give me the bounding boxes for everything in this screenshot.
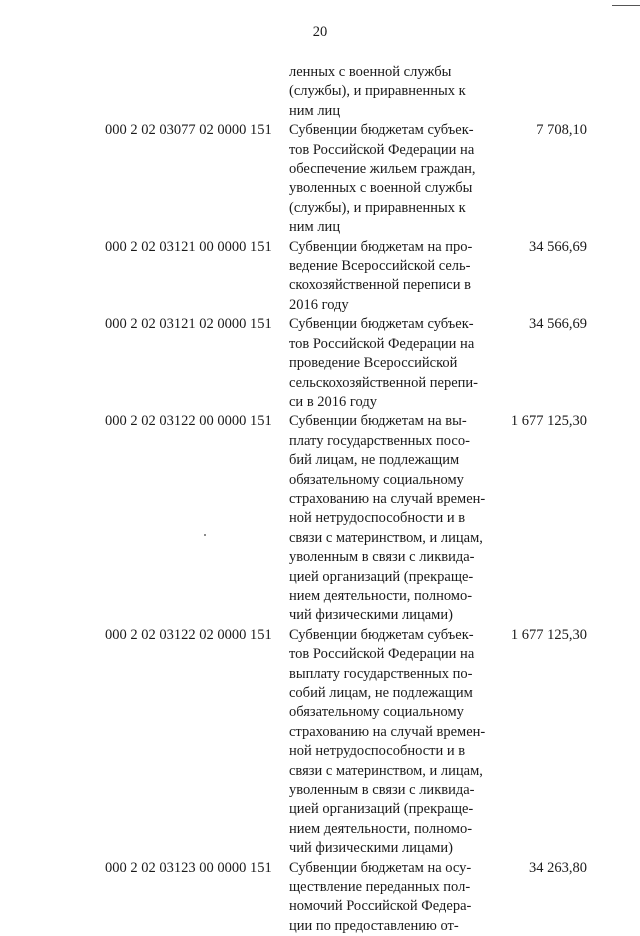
amount-value: 1 677 125,30 bbox=[510, 413, 587, 430]
description-line: (службы), и приравненных к bbox=[289, 199, 466, 216]
description-line: скохозяйственной переписи в bbox=[289, 277, 471, 294]
table-row bbox=[0, 238, 640, 316]
description-line: тов Российской Федерации на bbox=[289, 646, 475, 663]
description-line: Субвенции бюджетам субъек- bbox=[289, 626, 474, 643]
description-line: обязательному социальному bbox=[289, 704, 464, 721]
description-line: связи с материнством, и лицам, bbox=[289, 529, 483, 546]
description-line: номочий Российской Федера- bbox=[289, 898, 472, 915]
description-line: ним лиц bbox=[289, 102, 341, 119]
table-row bbox=[0, 412, 640, 625]
revenue-description bbox=[289, 315, 489, 412]
description-line: ведение Всероссийской сель- bbox=[289, 258, 471, 275]
page-number: 20 bbox=[312, 24, 328, 40]
revenue-description bbox=[289, 859, 489, 936]
budget-classification-code: 000 2 02 03077 02 0000 151 bbox=[105, 122, 272, 139]
description-line: ним лиц bbox=[289, 219, 341, 236]
description-line: обеспечение жильем граждан, bbox=[289, 161, 476, 178]
description-line: выплату государственных по- bbox=[289, 665, 473, 682]
description-line: чий физическими лицами) bbox=[289, 840, 453, 857]
revenue-description bbox=[289, 121, 489, 237]
description-line: собий лицам, не подлежащим bbox=[289, 685, 473, 701]
table-row bbox=[0, 121, 640, 237]
amount-value: 34 263,80 bbox=[529, 859, 587, 876]
description-line: страхованию на случай времен- bbox=[289, 490, 486, 507]
description-line: (службы), и приравненных к bbox=[289, 83, 466, 100]
description-line: сельскохозяйственной перепи- bbox=[289, 374, 478, 391]
description-line: бий лицам, не подлежащим bbox=[289, 452, 460, 469]
description-line: Субвенции бюджетам субъек- bbox=[289, 122, 474, 139]
description-line: уволенных с военной службы bbox=[289, 180, 473, 197]
description-line: уволенным в связи с ликвида- bbox=[289, 782, 475, 799]
description-line: нием деятельности, полномо- bbox=[289, 587, 473, 604]
description-line: тов Российской Федерации на bbox=[289, 335, 475, 352]
description-line: ленных с военной службы bbox=[289, 64, 452, 80]
amount-value: 1 677 125,30 bbox=[510, 626, 587, 643]
description-line: цией организаций (прекраще- bbox=[289, 568, 474, 585]
scan-speck bbox=[204, 534, 206, 536]
description-line: Субвенции бюджетам на про- bbox=[289, 238, 473, 255]
description-line: Субвенции бюджетам на осу- bbox=[289, 859, 472, 876]
description-line: чий физическими лицами) bbox=[289, 607, 453, 624]
description-line: ществление переданных пол- bbox=[289, 879, 471, 896]
description-line: Субвенции бюджетам субъек- bbox=[289, 316, 474, 333]
amount-value: 34 566,69 bbox=[529, 238, 587, 255]
table-row bbox=[0, 626, 640, 859]
description-line: си в 2016 году bbox=[289, 393, 377, 410]
budget-classification-code: 000 2 02 03122 02 0000 151 bbox=[105, 626, 272, 643]
table-row bbox=[0, 859, 640, 936]
description-line: цией организаций (прекраще- bbox=[289, 801, 474, 818]
budget-classification-code: 000 2 02 03121 00 0000 151 bbox=[105, 238, 272, 255]
description-line: тов Российской Федерации на bbox=[289, 141, 475, 158]
description-line: нием деятельности, полномо- bbox=[289, 820, 473, 837]
amount-value: 7 708,10 bbox=[536, 122, 587, 139]
budget-table bbox=[0, 63, 640, 936]
description-line: Субвенции бюджетам на вы- bbox=[289, 413, 467, 430]
revenue-description bbox=[289, 412, 489, 625]
amount-value: 34 566,69 bbox=[529, 316, 587, 333]
revenue-description bbox=[289, 238, 489, 316]
description-line: ной нетрудоспособности и в bbox=[289, 743, 466, 760]
description-line: обязательному социальному bbox=[289, 471, 464, 488]
table-row bbox=[0, 63, 640, 121]
description-line: проведение Всероссийской bbox=[289, 355, 458, 372]
budget-classification-code: 000 2 02 03123 00 0000 151 bbox=[105, 859, 272, 876]
description-line: связи с материнством, и лицам, bbox=[289, 762, 483, 779]
revenue-description bbox=[289, 63, 489, 121]
scan-corner-mark bbox=[612, 0, 640, 6]
description-line: 2016 году bbox=[289, 296, 349, 313]
description-line: ции по предоставлению от- bbox=[289, 917, 459, 934]
budget-classification-code: 000 2 02 03121 02 0000 151 bbox=[105, 316, 272, 333]
description-line: плату государственных посо- bbox=[289, 432, 470, 449]
description-line: ной нетрудоспособности и в bbox=[289, 510, 466, 527]
budget-classification-code: 000 2 02 03122 00 0000 151 bbox=[105, 413, 272, 430]
description-line: страхованию на случай времен- bbox=[289, 723, 486, 740]
table-row bbox=[0, 315, 640, 412]
description-line: уволенным в связи с ликвида- bbox=[289, 549, 475, 566]
revenue-description bbox=[289, 626, 489, 859]
